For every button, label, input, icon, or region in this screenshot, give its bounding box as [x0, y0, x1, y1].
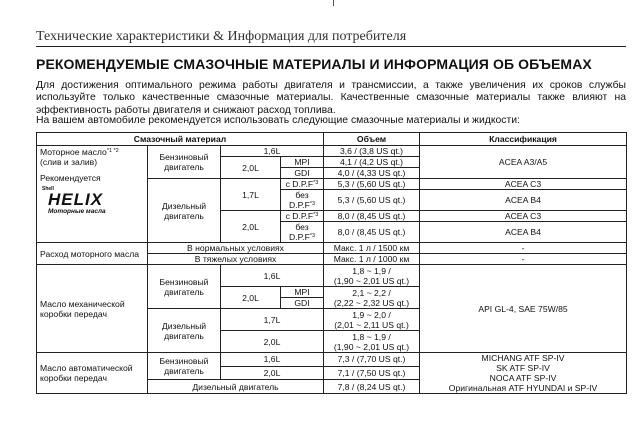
manual-class: API GL-4, SAE 75W/85: [420, 265, 627, 353]
table-row: [37, 243, 627, 254]
engine-oil-class-c3: ACEA C3: [420, 179, 627, 190]
engine-oil-p16: 1,6L: [221, 146, 324, 157]
automatic-volume-diesel: 7,8 / (8,24 US qt.): [324, 380, 420, 394]
engine-oil-d17-nodpf: без $D.P.F^{*3}$: [281, 190, 324, 211]
intro-paragraph: Для достижения оптимального режима работы двигателя и трансмиссии, а также увеличения их сроков службы используйте только качественные смазочные материалы. Качественные смазочные материалы также влияют на эффективность работы двигателя и снижают расход топлива.: [36, 80, 626, 116]
automatic-p20: 2,0L: [221, 366, 324, 380]
header-lubricant: Смазочный материал: [37, 133, 324, 146]
consumption-volume-normal: Макс. 1 л / 1500 км: [324, 243, 420, 254]
engine-oil-label: Моторное масло: [40, 147, 107, 157]
table-row: [37, 265, 627, 287]
engine-oil-sublabel: (слив и залив): [40, 157, 98, 167]
consumption-label: Расход моторного масла: [37, 243, 148, 265]
manual-volume-p20: 2,1 ~ 2,2 / (2,22 ~ 2,32 US qt.): [324, 287, 420, 309]
consumption-severe: В тяжелых условиях: [148, 254, 324, 265]
engine-oil-volume-d20-nodpf: 8,0 / (8,45 US qt.): [324, 222, 420, 243]
manual-gdi: GDI: [281, 298, 324, 309]
manual-mpi: MPI: [281, 287, 324, 298]
engine-oil-volume-d17-nodpf: 5,3 / (5,60 US qt.): [324, 190, 420, 211]
automatic-volume-p20: 7,1 / (7,50 US qt.): [324, 366, 420, 380]
engine-oil-volume-d20-dpf: 8,0 / (8,45 US qt.): [324, 211, 420, 222]
engine-oil-d17: 1,7L: [221, 179, 281, 211]
engine-oil-d20-dpf: с $D.P.F^{*3}$: [281, 211, 324, 222]
table-row: [37, 146, 627, 157]
engine-oil-class-b4: ACEA B4: [420, 190, 627, 211]
automatic-diesel: Дизельный двигатель: [148, 380, 324, 394]
engine-oil-label-cell: [37, 146, 148, 243]
engine-oil-class-b4b: ACEA B4: [420, 222, 627, 243]
engine-oil-d20: 2,0L: [221, 211, 281, 243]
table-header-row: [37, 133, 627, 146]
engine-oil-volume-gdi: 4,0 / (4,33 US qt.): [324, 168, 420, 179]
page-top-tick: [333, 0, 334, 6]
shell-helix-logo: [40, 186, 146, 216]
manual-d20: 2,0L: [221, 331, 324, 353]
automatic-volume-p16: 7,3 / (7,70 US qt.): [324, 353, 420, 367]
engine-oil-class-c3b: ACEA C3: [420, 211, 627, 222]
engine-oil-volume-mpi: 4,1 / (4,2 US qt.): [324, 157, 420, 168]
logo-subtitle: Моторные масла: [48, 208, 106, 215]
manual-d17: 1,7L: [221, 309, 324, 331]
header-classification: Классификация: [420, 133, 627, 146]
engine-oil-gdi: GDI: [281, 168, 324, 179]
engine-oil-p20: 2,0L: [221, 157, 281, 179]
engine-oil-note: *1 *2: [106, 148, 119, 154]
engine-oil-diesel: Дизельный двигатель: [148, 179, 221, 243]
manual-p20: 2,0L: [221, 287, 281, 309]
engine-oil-d17-dpf: с $D.P.F^{*3}$: [281, 179, 324, 190]
engine-oil-mpi: MPI: [281, 157, 324, 168]
table-row: [37, 353, 627, 367]
manual-p16: 1,6L: [221, 265, 324, 287]
engine-oil-d20-nodpf: без $D.P.F^{*3}$: [281, 222, 324, 243]
consumption-class-normal: -: [420, 243, 627, 254]
consumption-class-severe: -: [420, 254, 627, 265]
manual-petrol: Бензиновый двигатель: [148, 265, 221, 309]
manual-volume-d17: 1,9 ~ 2,0 / (2,01 ~ 2,11 US qt.): [324, 309, 420, 331]
intro-recommendation: На вашем автомобиле рекомендуется использовать следующие смазочные материалы и жидкости:: [36, 115, 520, 126]
manual-diesel: Дизельный двигатель: [148, 309, 221, 353]
consumption-normal: В нормальных условиях: [148, 243, 324, 254]
lubricants-table: [36, 132, 627, 394]
consumption-volume-severe: Макс. 1 л / 1000 км: [324, 254, 420, 265]
engine-oil-petrol: Бензиновый двигатель: [148, 146, 221, 179]
page-heading: РЕКОМЕНДУЕМЫЕ СМАЗОЧНЫЕ МАТЕРИАЛЫ И ИНФОРМАЦИЯ ОБ ОБЪЕМАХ: [36, 56, 592, 72]
engine-oil-class-petrol: ACEA A3/A5: [420, 146, 627, 179]
manual-volume-d20: 1,8 ~ 1,9 / (1,90 ~ 2,01 US qt.): [324, 331, 420, 353]
engine-oil-volume-d17-dpf: 5,3 / (5,60 US qt.): [324, 179, 420, 190]
section-header-title: Технические характеристики & Информация для потребителя: [36, 29, 407, 44]
automatic-petrol: Бензиновый двигатель: [148, 353, 221, 380]
header-volume: Объем: [324, 133, 420, 146]
manual-label: Масло механической коробки передач: [37, 265, 148, 353]
logo-shell-text: Shell: [42, 186, 54, 192]
automatic-label: Масло автоматической коробки передач: [37, 353, 148, 394]
logo-helix-text: HELIX: [48, 190, 104, 209]
header-divider: [36, 46, 626, 47]
automatic-class: MICHANG ATF SP-IV SK ATF SP-IV NOCA ATF SP-IV Оригинальная ATF HYUNDAI и SP-IV: [420, 353, 627, 394]
recommended-label: Рекомендуется: [40, 173, 101, 183]
automatic-p16: 1,6L: [221, 353, 324, 367]
engine-oil-volume-p16: 3,6 / (3,8 US qt.): [324, 146, 420, 157]
manual-volume-p16: 1,8 ~ 1,9 / (1,90 ~ 2,01 US qt.): [324, 265, 420, 287]
